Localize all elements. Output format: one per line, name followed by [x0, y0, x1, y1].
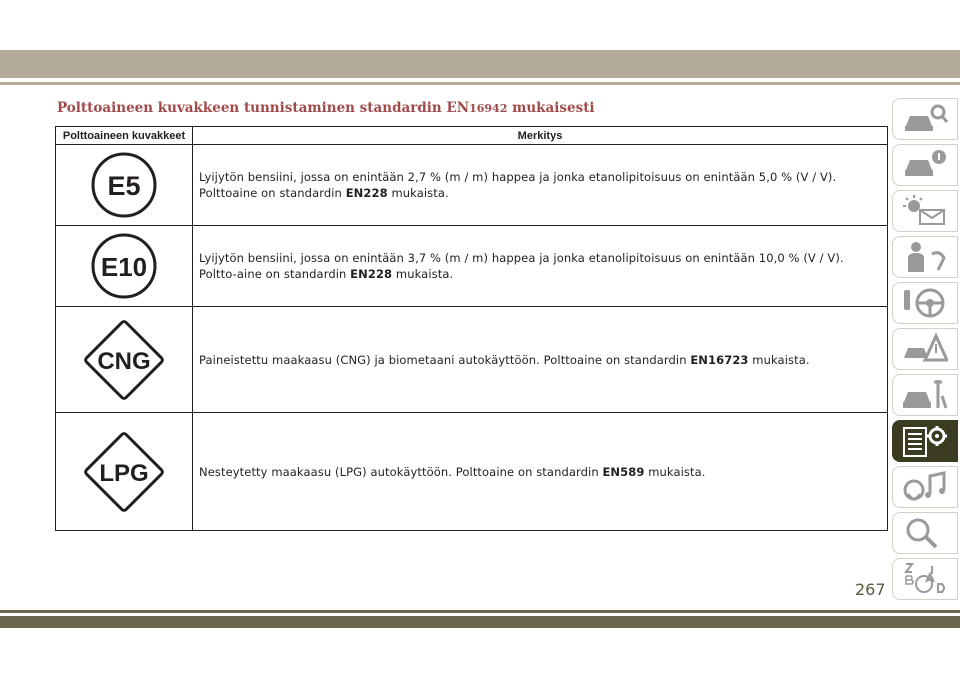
e10-circle-icon [91, 233, 157, 299]
car-info-icon [902, 148, 948, 182]
tab-technical-specifications[interactable] [892, 420, 958, 462]
tab-starting-driving[interactable] [892, 282, 958, 324]
standard-code: EN228 [345, 186, 388, 200]
column-header-icons: Polttoaineen kuvakkeet [56, 127, 193, 145]
tab-safety[interactable] [892, 236, 958, 278]
steering-wheel-icon [902, 286, 948, 320]
table-row [56, 413, 888, 531]
warning-light-icon [902, 194, 948, 228]
tab-servicing[interactable] [892, 374, 958, 416]
tab-emergency[interactable] [892, 328, 958, 370]
tab-multimedia[interactable] [892, 466, 958, 508]
standard-code: EN228 [350, 267, 393, 281]
tab-search[interactable] [892, 512, 958, 554]
fuel-description: Lyijytön bensiini, jossa on enintään 2,7 % (m / m) happea ja jonka etanolipitoisuus on enintään 5,0 % (V / V). Polttoaine on standardin EN228 mukaista. [193, 145, 888, 226]
table-row [56, 307, 888, 413]
index-icon [902, 562, 948, 596]
car-search-icon [902, 102, 948, 136]
search-icon [902, 516, 948, 550]
lpg-diamond-icon [76, 424, 172, 520]
column-header-meaning: Merkitys [193, 127, 888, 145]
header-rule [0, 82, 960, 85]
table-row [56, 226, 888, 307]
svg-text:E10: E10 [100, 252, 148, 282]
seatbelt-icon [902, 240, 948, 274]
specs-gear-icon [902, 424, 948, 458]
tab-getting-to-know[interactable] [892, 98, 958, 140]
table-header-row [56, 127, 888, 145]
standard-code: EN16723 [690, 352, 749, 367]
header-band [0, 50, 960, 78]
multimedia-icon [902, 470, 948, 504]
breakdown-warning-icon [902, 332, 948, 366]
fuel-icon-cell [56, 413, 193, 531]
svg-text:E5: E5 [107, 171, 141, 201]
svg-text:CNG: CNG [97, 347, 151, 375]
page-number: 267 [855, 580, 886, 599]
section-title: Polttoaineen kuvakkeen tunnistaminen standardin EN16942 mukaisesti [57, 100, 595, 116]
e5-circle-icon [91, 152, 157, 218]
fuel-description: Lyijytön bensiini, jossa on enintään 3,7 % (m / m) happea ja jonka etanolipitoisuus on enintään 10,0 % (V / V). Poltto-aine on standardin EN228 mukaista. [193, 226, 888, 307]
fuel-description: Paineistettu maakaasu (CNG) ja biometaani autokäyttöön. Polttoaine on standardin EN16723 mukaista. [193, 307, 888, 413]
tab-index[interactable] [892, 558, 958, 600]
fuel-description: Nesteytetty maakaasu (LPG) autokäyttöön. Polttoaine on standardin EN589 mukaista. [193, 413, 888, 531]
tab-instrument-panel[interactable] [892, 144, 958, 186]
table-row [56, 145, 888, 226]
standard-code: EN589 [602, 464, 645, 479]
fuel-icon-cell [56, 145, 193, 226]
car-service-icon [902, 378, 948, 412]
footer-rule [0, 610, 960, 613]
svg-text:LPG: LPG [99, 459, 149, 487]
tab-warning-lights[interactable] [892, 190, 958, 232]
fuel-icon-cell [56, 307, 193, 413]
footer-band [0, 616, 960, 628]
fuel-symbol-table [55, 126, 888, 531]
cng-diamond-icon [76, 312, 172, 408]
fuel-icon-cell [56, 226, 193, 307]
